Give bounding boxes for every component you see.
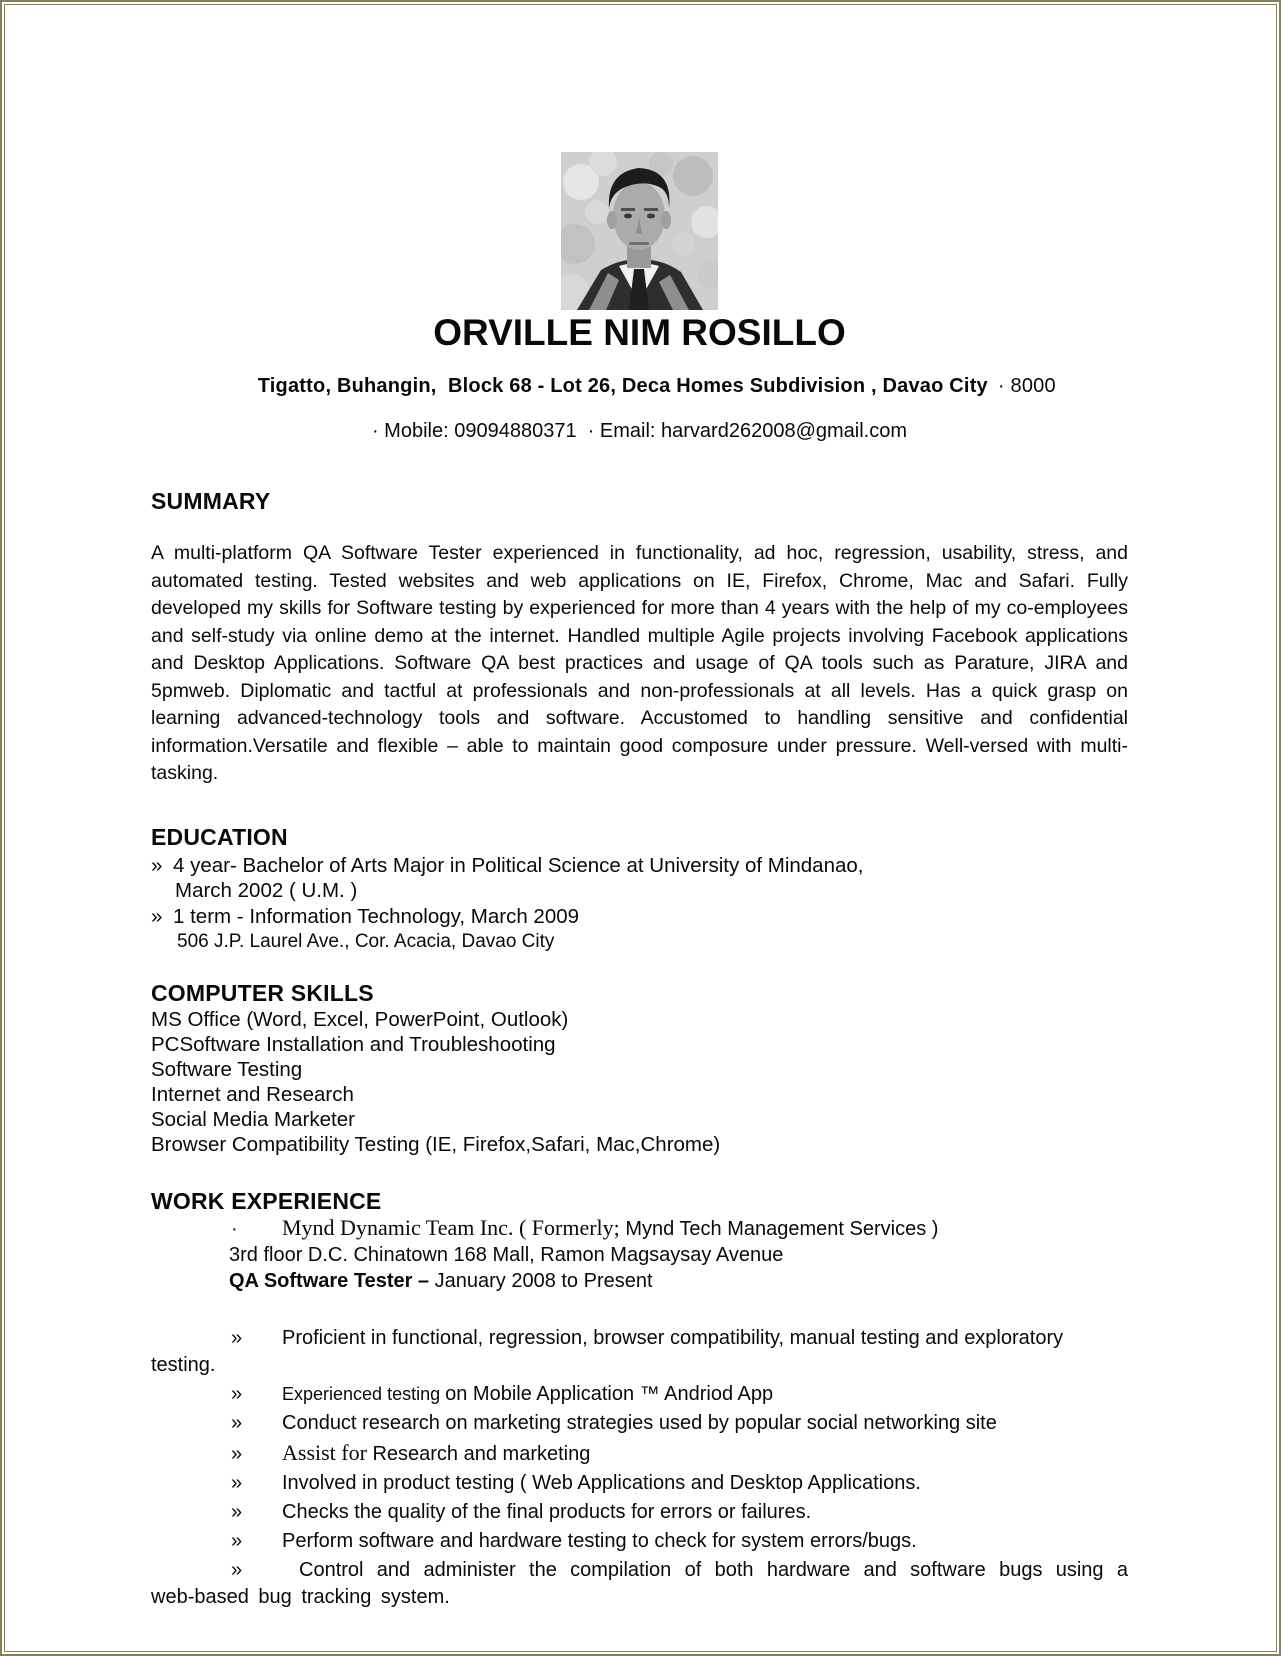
summary-paragraph: A multi-platform QA Software Tester experienced in functionality, ad hoc, regression, usability, stress, and automated testing. Tested websites and web applications on IE, Firefox, Chrome, Mac and Safari. Fully developed my skills for Software testing by experienced for more than 4 years with the help of my co-employees and self-study via online demo at the internet. Handled multiple Agile projects involving Facebook applications and Desktop Applications. Software QA best practices and usage of QA tools such as Parature, JIRA and 5pmweb. Diplomatic and tactful at professionals and non-professionals at all levels. Has a quick grasp on learning advanced-technology tools and software. Accustomed to handling sensitive and confidential information.Versatile and flexible – able to maintain good composure under pressure. Well-versed with multi-tasking. [151, 542, 1128, 784]
work-bullet [151, 1528, 1128, 1555]
skill-item: PCSoftware Installation and Troubleshooting [151, 1032, 556, 1056]
candidate-name: ORVILLE NIM ROSILLO [433, 312, 846, 353]
bullet-marker: » [231, 1326, 243, 1349]
work-bullet [151, 1381, 1128, 1408]
bullet-text: Conduct research on marketing strategies used by popular social networking site [282, 1411, 997, 1434]
bullet-marker: » [231, 1500, 243, 1523]
bullet-marker: » [231, 1382, 243, 1405]
education-item-text: 4 year- Bachelor of Arts Major in Political Science at University of Mindanao, [173, 853, 864, 877]
work-bullets [151, 1325, 1128, 1611]
education-item [151, 853, 1128, 879]
education-item-detail: March 2002 ( U.M. ) [175, 879, 358, 902]
employer-block [151, 1215, 1128, 1294]
bullet-lead: Assist for [282, 1439, 373, 1465]
bullet-text: Involved in product testing ( Web Applications and Desktop Applications. [282, 1471, 921, 1494]
education-item [151, 904, 1128, 930]
candidate-address [151, 353, 1128, 419]
bullet-text: Proficient in functional, regression, browser compatibility, manual testing and exploratory testing. [151, 1326, 1064, 1376]
bullet-lead: Experienced testing [282, 1383, 446, 1404]
summary-heading: SUMMARY [151, 488, 271, 514]
work-bullet [151, 1470, 1128, 1497]
address-text: Tigatto, Buhangin, Block 68 - Lot 26, Deca Homes Subdivision , Davao City [257, 375, 988, 397]
work-bullet [151, 1325, 1128, 1379]
header-photo-area [151, 152, 1128, 310]
bullet-text: Perform software and hardware testing to check for system errors/bugs. [282, 1529, 917, 1552]
education-item-text: 1 term - Information Technology, March 2009 [173, 904, 580, 928]
bullet-marker: » [231, 1471, 243, 1494]
resume-content [0, 152, 1281, 1611]
bullet-marker: » [231, 1442, 243, 1465]
education-heading: EDUCATION [151, 823, 288, 850]
portrait-photo [561, 152, 718, 310]
skill-item: MS Office (Word, Excel, PowerPoint, Outlook) [151, 1007, 569, 1031]
employer-address: 3rd floor D.C. Chinatown 168 Mall, Ramon Magsaysay Avenue [229, 1243, 784, 1266]
education-list [151, 853, 1128, 955]
work-bullet [151, 1439, 1128, 1468]
bullet-text: on Mobile Application ™ Andriod App [445, 1382, 774, 1405]
work-bullet [151, 1557, 1128, 1611]
bullet-marker: » [231, 1558, 243, 1581]
work-bullet [151, 1410, 1128, 1437]
education-item-detail: 506 J.P. Laurel Ave., Cor. Acacia, Davao City [177, 931, 555, 952]
computer-skills-list [151, 1007, 1128, 1157]
skill-item: Social Media Marketer [151, 1107, 355, 1131]
contact-line: · Mobile: 09094880371 · Email: harvard262008@gmail.com [371, 420, 908, 442]
employer-name-line [151, 1215, 1128, 1242]
job-dates: January 2008 to Present [429, 1269, 653, 1292]
bullet-marker: » [231, 1411, 243, 1434]
postal-code: · 8000 [997, 375, 1056, 397]
skill-item: Internet and Research [151, 1082, 354, 1106]
computer-skills-heading: COMPUTER SKILLS [151, 979, 374, 1006]
list-marker: » [151, 853, 163, 877]
bullet-text: Research and marketing [372, 1442, 591, 1465]
dot-marker: · [231, 1217, 238, 1240]
employer-name-serif: Mynd Dynamic Team Inc. ( Formerly; [282, 1214, 620, 1240]
job-title-line [151, 1268, 1128, 1294]
job-title: QA Software Tester – [229, 1269, 430, 1292]
employer-name-sans: Mynd Tech Management Services ) [619, 1217, 939, 1240]
skill-item: Browser Compatibility Testing (IE, Firefox,Safari, Mac,Chrome) [151, 1132, 721, 1156]
skill-item: Software Testing [151, 1057, 303, 1081]
bullet-text: Checks the quality of the final products for errors or failures. [282, 1500, 812, 1523]
list-marker: » [151, 904, 163, 928]
work-experience-heading: WORK EXPERIENCE [151, 1187, 382, 1214]
work-bullet [151, 1499, 1128, 1526]
bullet-text: Control and administer the compilation of both hardware and software bugs using a web-based bug tracking system. [151, 1558, 1128, 1608]
bullet-marker: » [231, 1529, 243, 1552]
